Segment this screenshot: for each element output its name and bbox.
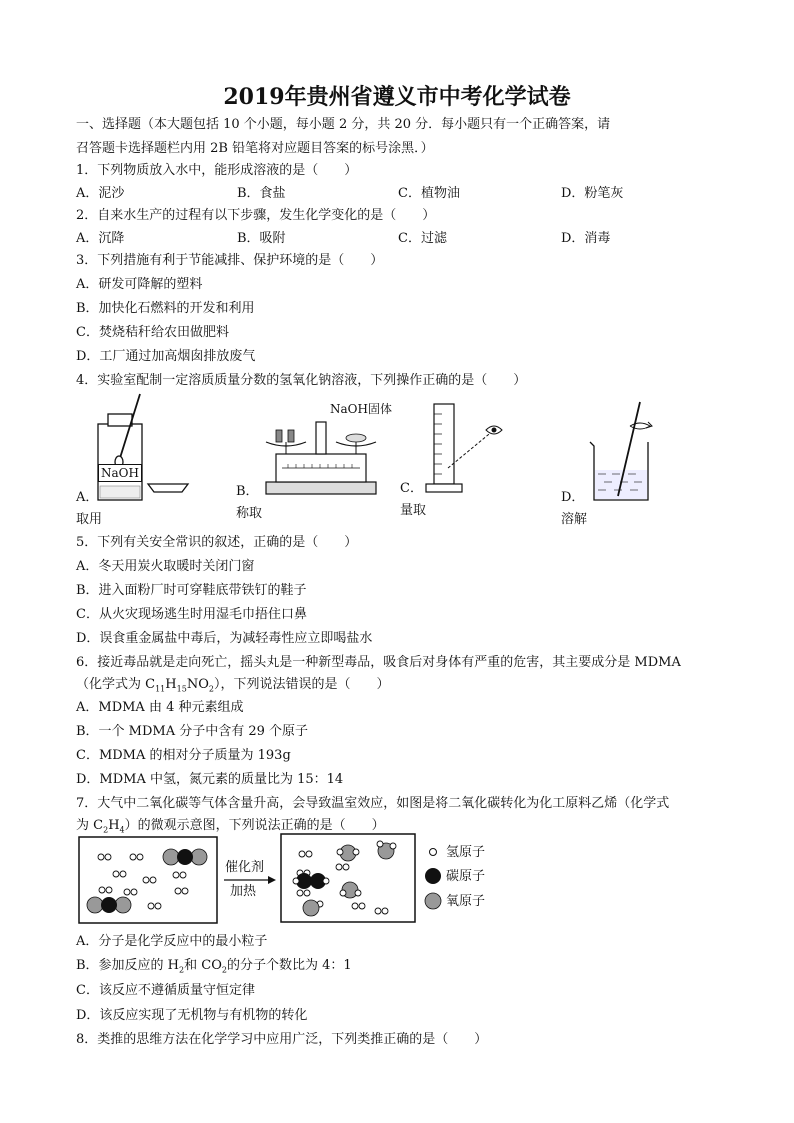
reactants-box bbox=[78, 836, 218, 924]
section-instructions-line1: 一、选择题（本大题包括 10 个小题，每小题 2 分，共 20 分．每小题只有一个正确答案，请 bbox=[76, 117, 611, 132]
heating-label: 加热 bbox=[230, 884, 257, 899]
q1-option-b: B．食盐 bbox=[237, 186, 286, 201]
q2-option-b: B．吸附 bbox=[237, 231, 286, 246]
q5-option-b: B．进入面粉厂时可穿鞋底带铁钉的鞋子 bbox=[76, 583, 307, 598]
q7-option-b: B．参加反应的 $H_2$和 $CO_2$的分子个数比为 4：1 bbox=[76, 958, 352, 975]
q8-stem: 8．类推的思维方法在化学学习中应用广泛，下列类推正确的是（ ） bbox=[76, 1032, 488, 1047]
q7-option-c: C．该反应不遵循质量守恒定律 bbox=[76, 983, 255, 998]
q4-stem: 4．实验室配制一定溶质质量分数的氢氧化钠溶液，下列操作正确的是（ ） bbox=[76, 373, 527, 388]
legend-hydrogen: 氢原子 bbox=[446, 845, 486, 860]
products-box bbox=[280, 833, 416, 923]
q3-option-a: A．研发可降解的塑料 bbox=[76, 277, 203, 292]
q1-option-c: C．植物油 bbox=[398, 186, 460, 201]
q7-stem-line1: 7．大气中二氧化碳等气体含量升高，会导致温室效应，如图是将二氧化碳转化为化工原料乙烯（化学式 bbox=[76, 796, 670, 811]
balance-figure bbox=[262, 416, 380, 498]
q6-option-c: C．MDMA 的相对分子质量为 193g bbox=[76, 748, 291, 763]
bottle-label: NaOH bbox=[98, 464, 142, 482]
q3-stem: 3．下列措施有利于节能减排、保护环境的是（ ） bbox=[76, 253, 384, 268]
q6-stem-line2: （化学式为 $C_{11}H_{15}NO_2$），下列说法错误的是（ ） bbox=[76, 677, 390, 694]
measuring-cylinder-figure bbox=[420, 400, 512, 496]
q6-option-b: B．一个 MDMA 分子中含有 29 个原子 bbox=[76, 724, 309, 739]
q4-option-b-caption: 称取 bbox=[236, 506, 263, 521]
q5-option-a: A．冬天用炭火取暖时关闭门窗 bbox=[76, 559, 255, 574]
q5-stem: 5．下列有关安全常识的叙述，正确的是（ ） bbox=[76, 535, 358, 550]
q3-option-b: B．加快化石燃料的开发和利用 bbox=[76, 301, 255, 316]
q1-option-a: A．泥沙 bbox=[76, 186, 125, 201]
q6-option-d: D．MDMA 中氢，氮元素的质量比为 15：14 bbox=[76, 772, 344, 787]
q7-stem-line2: 为 $C_2H_4$）的微观示意图，下列说法正确的是（ ） bbox=[76, 818, 385, 835]
q1-option-d: D．粉笔灰 bbox=[561, 186, 624, 201]
q5-option-d: D．误食重金属盐中毒后，为减轻毒性应立即喝盐水 bbox=[76, 631, 373, 646]
q4-option-d-letter: D． bbox=[561, 490, 585, 505]
q4-option-a-letter: A． bbox=[76, 490, 99, 505]
q2-option-c: C．过滤 bbox=[398, 231, 447, 246]
page-title: 2019年贵州省遵义市中考化学试卷 bbox=[223, 84, 571, 110]
q7-option-d: D．该反应实现了无机物与有机物的转化 bbox=[76, 1008, 308, 1023]
q4-option-a-caption: 取用 bbox=[76, 512, 103, 527]
q2-option-d: D．消毒 bbox=[561, 231, 611, 246]
q3-option-c: C．焚烧秸秆给农田做肥料 bbox=[76, 325, 229, 340]
legend-carbon: 碳原子 bbox=[446, 869, 486, 884]
q6-stem-line1: 6．接近毒品就是走向死亡，摇头丸是一种新型毒品，吸食后对身体有严重的危害，其主要成分是 MDMA bbox=[76, 655, 681, 670]
q4-option-c-letter: C． bbox=[400, 481, 423, 496]
q2-option-a: A．沉降 bbox=[76, 231, 125, 246]
section-instructions-line2: 召答题卡选择题栏内用 2B 铅笔将对应题目答案的标号涂黑．） bbox=[76, 141, 434, 156]
atom-legend-markers bbox=[424, 844, 444, 912]
reagent-bottle-figure bbox=[90, 392, 200, 504]
beaker-figure bbox=[586, 400, 666, 504]
balance-label: NaOH固体 bbox=[330, 402, 392, 416]
q4-option-b-letter: B． bbox=[236, 484, 259, 499]
q5-option-c: C．从火灾现场逃生时用湿毛巾捂住口鼻 bbox=[76, 607, 307, 622]
q1-stem: 1．下列物质放入水中，能形成溶液的是（ ） bbox=[76, 163, 358, 178]
q4-option-c-caption: 量取 bbox=[400, 503, 427, 518]
q2-stem: 2．自来水生产的过程有以下步骤，发生化学变化的是（ ） bbox=[76, 208, 436, 223]
q4-option-d-caption: 溶解 bbox=[561, 512, 588, 527]
catalyst-label: 催化剂 bbox=[225, 860, 265, 875]
q7-option-a: A．分子是化学反应中的最小粒子 bbox=[76, 934, 268, 949]
q6-option-a: A．MDMA 由 4 种元素组成 bbox=[76, 700, 244, 715]
legend-oxygen: 氧原子 bbox=[446, 894, 486, 909]
q3-option-d: D．工厂通过加高烟囱排放废气 bbox=[76, 349, 256, 364]
